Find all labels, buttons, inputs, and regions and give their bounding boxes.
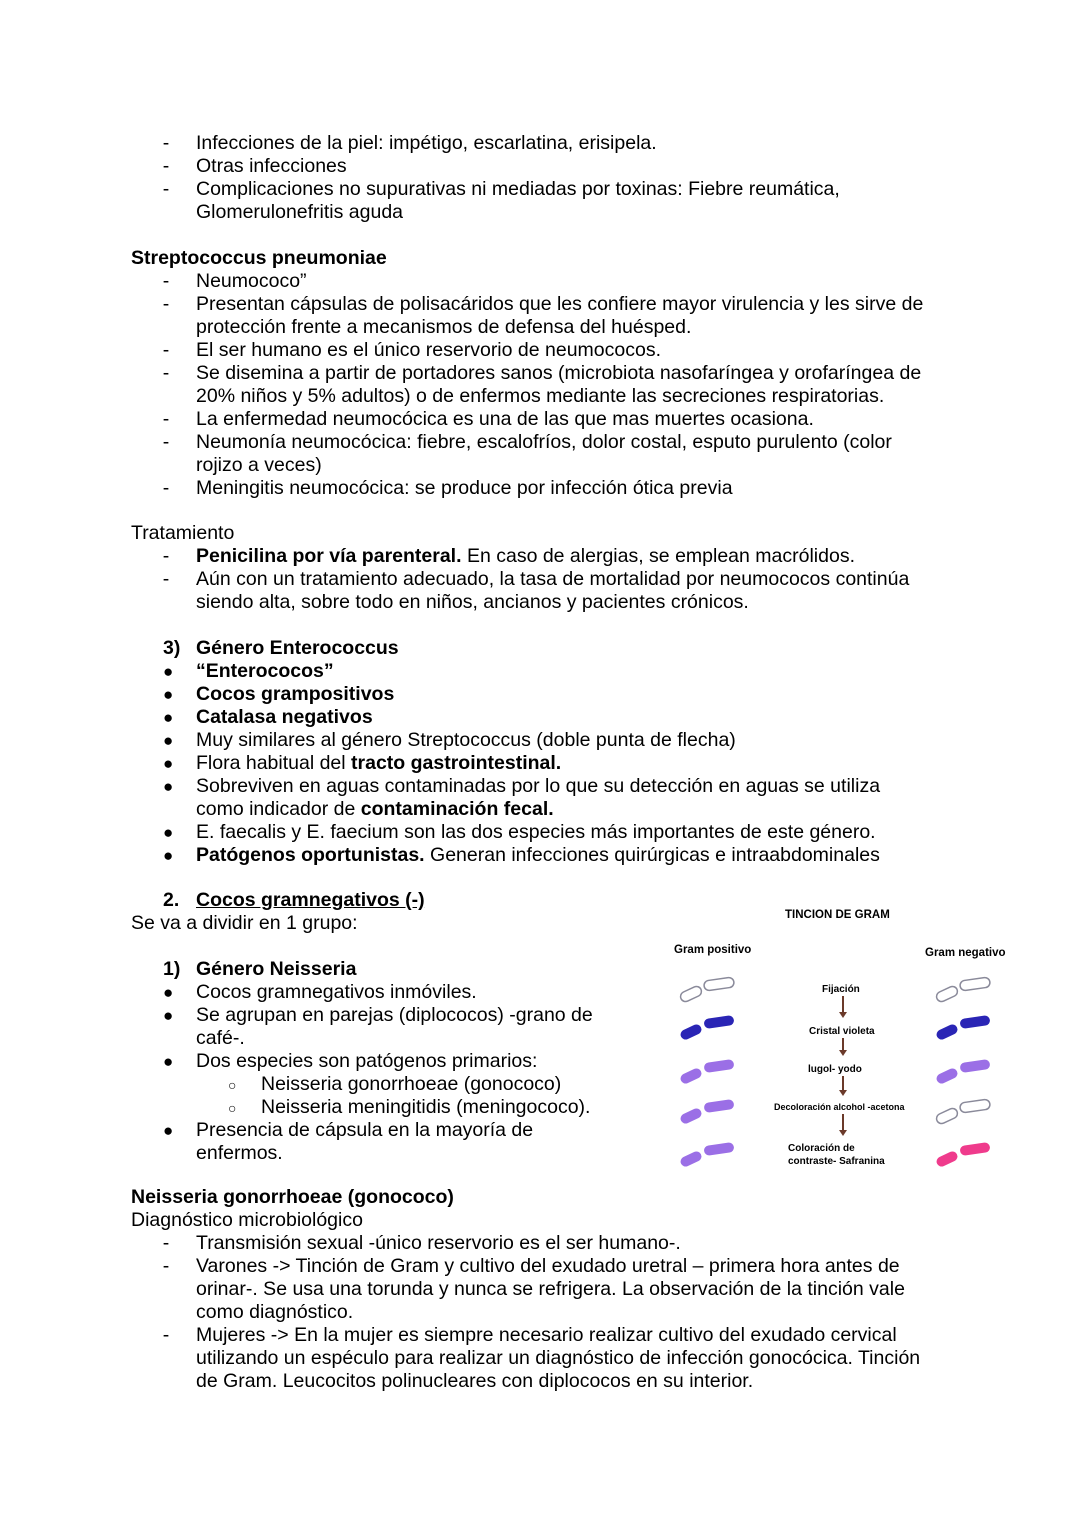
list-dash: - <box>162 545 170 567</box>
list-item: Presencia de cápsula en la mayoría de <box>196 1119 534 1141</box>
list-item: E. faecalis y E. faecium son las dos especies más importantes de este género. <box>196 821 876 843</box>
bacterium-cell <box>679 1150 703 1168</box>
bullet-icon: ● <box>163 731 174 750</box>
bacterium-cell <box>959 1059 990 1073</box>
bacterium-cell <box>935 1023 959 1041</box>
bacterium-cell <box>679 1107 703 1125</box>
step-fijacion: Fijación <box>822 984 860 995</box>
list-item: La enfermedad neumocócica es una de las que mas muertes ocasiona. <box>196 408 814 430</box>
bold-text: Patógenos oportunistas. <box>196 844 425 866</box>
list-dash: - <box>162 362 170 384</box>
bacterium-cell <box>703 1059 734 1073</box>
list-dash: - <box>162 568 170 590</box>
list-item: Cocos gramnegativos inmóviles. <box>196 981 477 1003</box>
bacterium-cell <box>959 1142 990 1156</box>
list-item: Aún con un tratamiento adecuado, la tasa de mortalidad por neumococos continúa <box>196 568 910 590</box>
list-item: Presentan cápsulas de polisacáridos que les confiere mayor virulencia y les sirve de <box>196 293 924 315</box>
section-heading-pneumoniae: Streptococcus pneumoniae <box>131 247 387 269</box>
list-dash: - <box>162 408 170 430</box>
gram-positive-cells <box>679 977 735 1168</box>
section-heading-neisseria: Género Neisseria <box>196 958 357 980</box>
text: En caso de alergias, se emplean macrólidos. <box>461 545 855 567</box>
list-item <box>196 752 561 775</box>
list-dash: - <box>162 293 170 315</box>
text: Flora habitual del <box>196 752 352 774</box>
list-item: Complicaciones no supurativas ni mediadas por toxinas: Fiebre reumática, <box>196 178 840 200</box>
bacterium-cell <box>959 1099 990 1113</box>
list-dash: - <box>162 1232 170 1254</box>
gram-negative-label: Gram negativo <box>925 947 1006 959</box>
list-dash: - <box>162 339 170 361</box>
section-number: 2. <box>163 889 180 911</box>
list-item: “Enterococos” <box>196 660 334 682</box>
step-lugol: lugol- yodo <box>808 1064 862 1075</box>
bold-text: tracto gastrointestinal. <box>351 752 562 774</box>
gram-positive-cell-pair <box>679 1059 735 1085</box>
list-dash: - <box>162 178 170 200</box>
list-item: Otras infecciones <box>196 155 347 177</box>
step-decoloracion: Decoloración alcohol -acetona <box>774 1102 905 1112</box>
text: como indicador de <box>196 798 361 820</box>
bullet-icon: ● <box>163 708 174 727</box>
bullet-icon: ● <box>163 983 174 1002</box>
sub-list-item: Neisseria gonorrhoeae (gonococo) <box>261 1073 562 1095</box>
section-subheading: Diagnóstico microbiológico <box>131 1209 363 1231</box>
gram-stain-figure <box>668 900 1020 1185</box>
section-heading-tratamiento: Tratamiento <box>131 522 235 544</box>
step-safranina: contraste- Safranina <box>788 1156 885 1167</box>
bacterium-cell <box>703 977 734 991</box>
list-item-continuation: utilizando un espéculo para realizar un diagnóstico de infección gonocócica. Tinción <box>196 1347 921 1369</box>
bacterium-cell <box>959 977 990 991</box>
list-item: El ser humano es el único reservorio de neumococos. <box>196 339 661 361</box>
list-dash: - <box>162 1324 170 1346</box>
circle-bullet-icon: ○ <box>228 1100 237 1116</box>
list-dash: - <box>162 132 170 154</box>
list-item: Se disemina a partir de portadores sanos (microbiota nasofaríngea y orofaríngea de <box>196 362 922 384</box>
list-item: Transmisión sexual -único reservorio es el ser humano-. <box>196 1232 681 1254</box>
list-item <box>196 844 880 867</box>
figure-title: TINCION DE GRAM <box>785 909 890 921</box>
list-item-continuation: orinar-. Se usa una torunda y nunca se refrigera. La observación de la tinción vale <box>196 1278 905 1300</box>
list-item-continuation: como diagnóstico. <box>196 1301 354 1323</box>
list-item-continuation: Glomerulonefritis aguda <box>196 201 404 223</box>
list-item-continuation: 20% niños y 5% adultos) o de enfermos mediante las secreciones respiratorias. <box>196 385 885 407</box>
list-item: Neumococo” <box>196 270 307 292</box>
section-heading-enterococcus: Género Enterococcus <box>196 637 399 659</box>
list-item-continuation: enfermos. <box>196 1142 283 1164</box>
bullet-icon: ● <box>163 685 174 704</box>
step-cristal-violeta: Cristal violeta <box>809 1026 875 1037</box>
list-item: Catalasa negativos <box>196 706 373 728</box>
list-item-continuation <box>196 798 554 821</box>
gram-negative-cell-pair <box>935 1015 991 1041</box>
gram-positive-cell-pair <box>679 1142 735 1168</box>
list-item: Se agrupan en parejas (diplococos) -grano de <box>196 1004 593 1026</box>
bullet-icon: ● <box>163 1121 174 1140</box>
section-subtitle: Se va a dividir en 1 grupo: <box>131 912 358 934</box>
arrow-head-icon <box>839 1090 847 1096</box>
gram-positive-label: Gram positivo <box>674 944 752 956</box>
arrow-head-icon <box>839 1130 847 1136</box>
list-item: Muy similares al género Streptococcus (doble punta de flecha) <box>196 729 736 751</box>
list-dash: - <box>162 1255 170 1277</box>
list-item: Neumonía neumocócica: fiebre, escalofríos, dolor costal, esputo purulento (color <box>196 431 892 453</box>
bacterium-cell <box>959 1015 990 1029</box>
circle-bullet-icon: ○ <box>228 1077 237 1093</box>
bacterium-cell <box>703 1099 734 1113</box>
bullet-icon: ● <box>163 777 174 796</box>
list-item-continuation: siendo alta, sobre todo en niños, ancianos y pacientes crónicos. <box>196 591 749 613</box>
list-item: Meningitis neumocócica: se produce por infección ótica previa <box>196 477 733 499</box>
list-dash: - <box>162 477 170 499</box>
bacterium-cell <box>679 1067 703 1085</box>
gram-negative-cell-pair <box>935 1099 991 1125</box>
list-item: Cocos grampositivos <box>196 683 395 705</box>
bullet-icon: ● <box>163 662 174 681</box>
list-item: Infecciones de la piel: impétigo, escarlatina, erisipela. <box>196 132 657 154</box>
section-number: 3) <box>163 637 181 659</box>
bullet-icon: ● <box>163 1006 174 1025</box>
list-item: Mujeres -> En la mujer es siempre necesario realizar cultivo del exudado cervical <box>196 1324 897 1346</box>
bold-text: Penicilina por vía parenteral. <box>196 545 462 567</box>
text: Generan infecciones quirúrgicas e intraabdominales <box>424 844 880 866</box>
gram-positive-cell-pair <box>679 1099 735 1125</box>
gram-negative-cell-pair <box>935 977 991 1003</box>
sub-list-item: Neisseria meningitidis (meningococo). <box>261 1096 591 1118</box>
gram-positive-cell-pair <box>679 977 735 1003</box>
gram-negative-cell-pair <box>935 1142 991 1168</box>
list-dash: - <box>162 155 170 177</box>
bacterium-cell <box>679 985 703 1003</box>
bacterium-cell <box>703 1015 734 1029</box>
arrow-head-icon <box>839 1050 847 1056</box>
list-item-continuation: rojizo a veces) <box>196 454 322 476</box>
bacterium-cell <box>679 1023 703 1041</box>
bullet-icon: ● <box>163 1052 174 1071</box>
list-item: Dos especies son patógenos primarios: <box>196 1050 538 1072</box>
list-dash: - <box>162 270 170 292</box>
section-heading-gonorrhoeae: Neisseria gonorrhoeae (gonococo) <box>131 1186 454 1208</box>
list-dash: - <box>162 431 170 453</box>
bacterium-cell <box>935 1067 959 1085</box>
section-heading-gramneg: Cocos gramnegativos (-) <box>196 889 425 911</box>
list-item: Sobreviven en aguas contaminadas por lo que su detección en aguas se utiliza <box>196 775 881 797</box>
arrow-head-icon <box>839 1012 847 1018</box>
step-coloracion: Coloración de <box>788 1143 855 1154</box>
bullet-icon: ● <box>163 754 174 773</box>
list-item-continuation: de Gram. Leucocitos polinucleares con diplococos en su interior. <box>196 1370 754 1392</box>
bullet-icon: ● <box>163 846 174 865</box>
list-item <box>196 545 855 568</box>
bacterium-cell <box>935 1107 959 1125</box>
bullet-icon: ● <box>163 823 174 842</box>
gram-negative-cells <box>935 977 991 1168</box>
section-number: 1) <box>163 958 181 980</box>
list-item-continuation: protección frente a mecanismos de defensa del huésped. <box>196 316 692 338</box>
list-item: Varones -> Tinción de Gram y cultivo del exudado uretral – primera hora antes de <box>196 1255 900 1277</box>
bold-text: contaminación fecal. <box>360 798 554 820</box>
bacterium-cell <box>703 1142 734 1156</box>
gram-negative-cell-pair <box>935 1059 991 1085</box>
bacterium-cell <box>935 1150 959 1168</box>
gram-positive-cell-pair <box>679 1015 735 1041</box>
bacterium-cell <box>935 985 959 1003</box>
list-item-continuation: café-. <box>196 1027 245 1049</box>
